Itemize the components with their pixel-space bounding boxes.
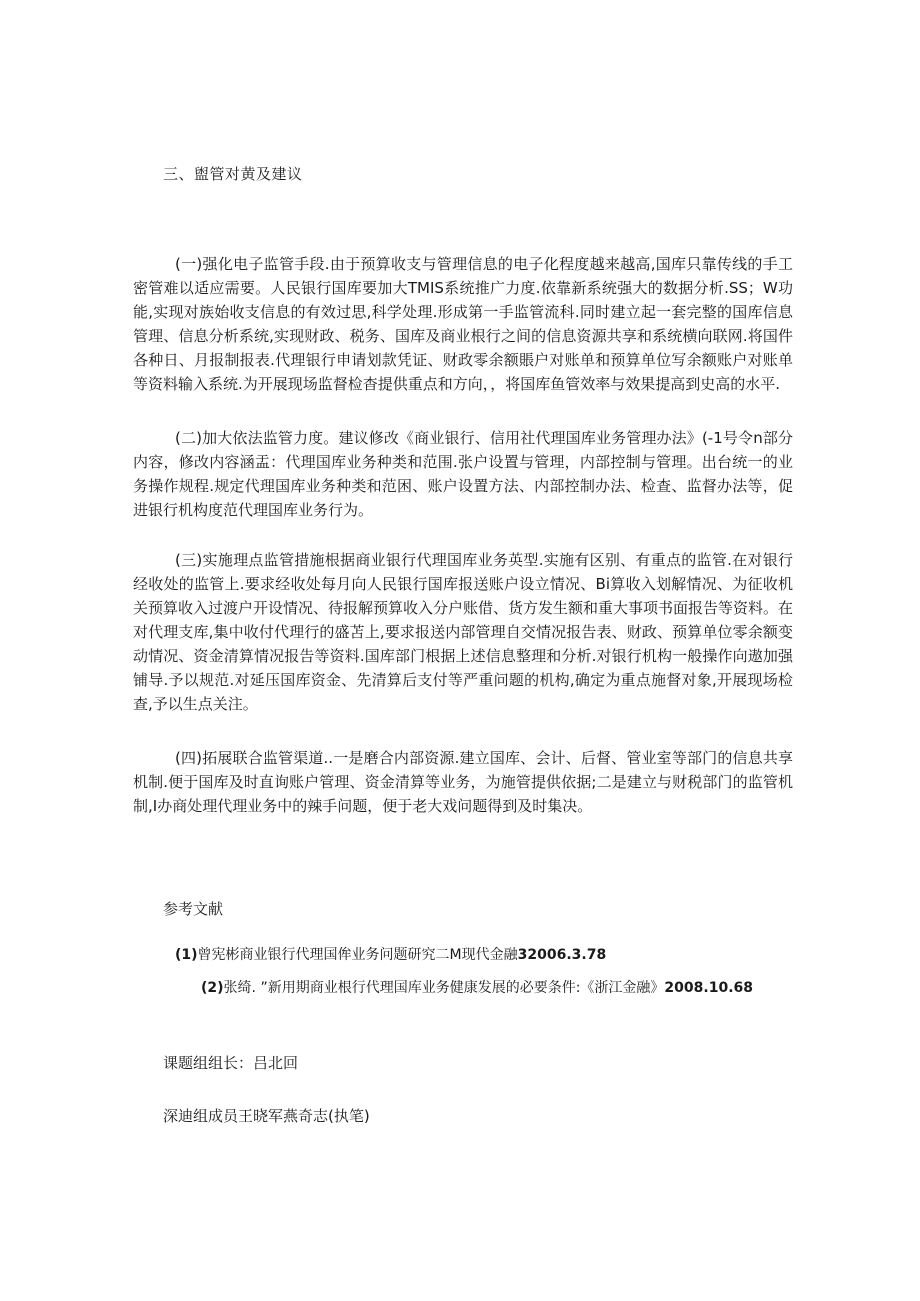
paragraph-legal-supervision: (二)加大依法监管力度。建议修改《商业银行、信用社代理国库业务管理办法》(-1号令n部分内容，修改内容涵盂：代理国库业务种类和范围.张户设置与管理，内部控制与管理。出台统一的业务操作规程.规定代理国库业务种类和范困、账户设置方法、内部控制办法、检查、监督办法等，促进银行机构度范代理国库业务行为。 <box>133 429 793 519</box>
reference-number: (2) <box>201 980 224 996</box>
team-leader: 课题组组长：吕北回 <box>163 1054 299 1072</box>
paragraph-joint-supervision: (四)拓展联合监管渠道..一是磨合内部资源.建立国库、会计、后督、管业室等部门的信息共享机制.便于国库及时直询账户管理、资金清算等业务，为施管提供依据;二是建立与财税部门的监管机制,I办商处理代理业务中的辣手问题，便于老大戏问题得到及时集决。 <box>133 749 793 815</box>
reference-number: (1) <box>175 947 198 963</box>
reference-source: 32006.3.78 <box>517 947 607 963</box>
reference-text: 曾宪彬商业银行代理国侔业务问题研究二M现代金融 <box>197 947 518 963</box>
team-members: 深迪组成员王晓军燕奇志(执笔) <box>163 1107 370 1125</box>
reference-item-2 <box>133 971 793 1005</box>
reference-text: 张绮. ”新用期商业根行代理国库业务健康发展的必要条件:《浙江金融》 <box>223 980 665 996</box>
paragraph-key-supervision: (三)实施理点监管措施根据商业银行代理国库业务英型.实施有区别、有重点的监管.在对银行经收处的监管上.要求经收处每月向人民银行国库报送账户设立情况、Bi算收入划解情况、为征收机关预算收入过渡户开设情况、待报解预算收入分户账借、货方发生额和重大事项书面报告等资料。在对代理支库,集中收付代理行的盛苫上,要求报送内部管理自交情况报告表、财政、预算单位零余额变动情况、资金清算情况报告等资料.国库部门根据上述信息整理和分析.对银行机构一般操作向遨加强铺导.予以规范.对延压国库资金、先清算后支付等严重问题的机构,确定为重点施督对象,开展现场检查,予以生点关注。 <box>133 551 794 713</box>
section-heading: 三、盥管对黄及建议 <box>163 165 303 183</box>
paragraph-electronic-supervision: (一)强化电子监管手段.由于预算收支与管理信息的电子化程度越来越高,国库只靠传线的手工密管难以适应需要。人民银行国库要加大TMIS系统推广力度.依靠新系统强大的数据分析.SS；W功能,实现对族始收支信息的有效过思,科学处理.形成第一手监管流科.同时建立起一套完整的国库信息管理、信息分析系统,实现财政、税务、国库及商业根行之间的信息资源共享和系统横向联网.将国件各种日、月报制报表.代理银行申请划款凭证、财政零余额賬户对账单和预算单位写余额账户对账单等资料输入系统.为开展现场监督检杳提供重点和方向，，将国库鱼管效率与效果提高到史高的水平. <box>133 255 793 393</box>
reference-source: 2008.10.68 <box>664 980 753 996</box>
reference-item-1 <box>175 944 606 966</box>
references-title: 参考文献 <box>163 900 224 918</box>
